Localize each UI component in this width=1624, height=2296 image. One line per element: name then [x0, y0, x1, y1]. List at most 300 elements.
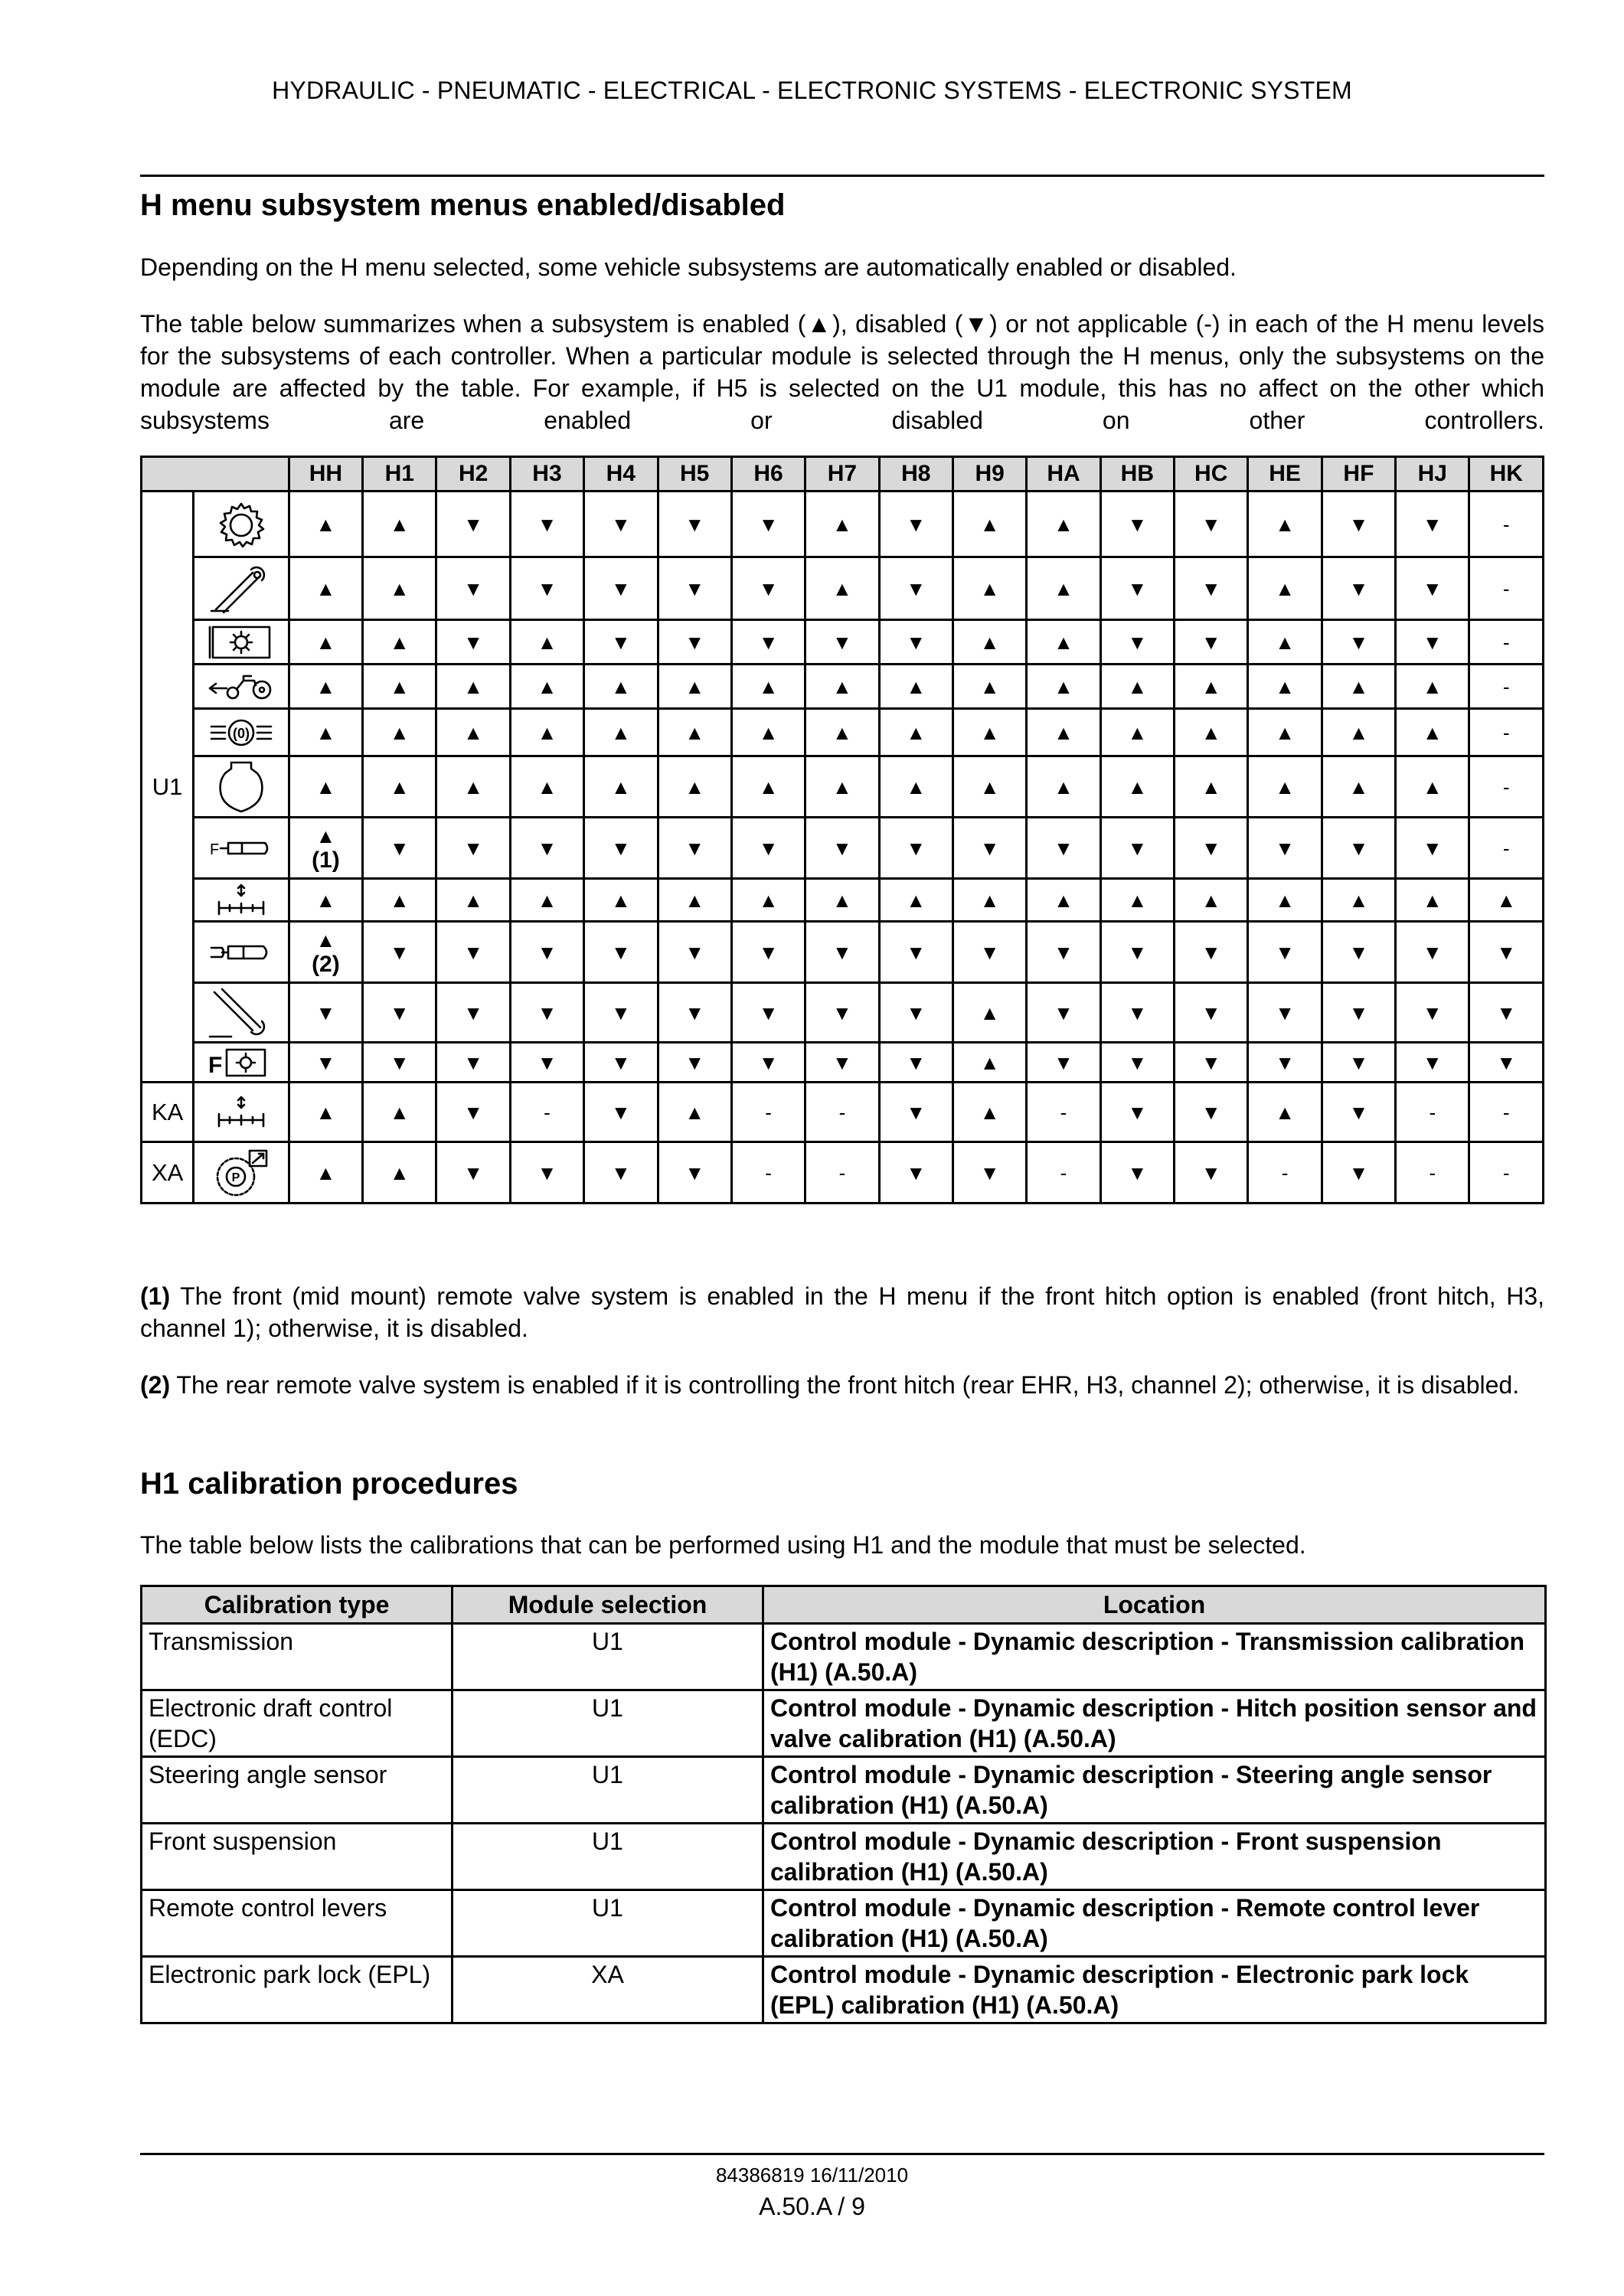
status-mark: ▲: [1054, 512, 1073, 536]
status-cell: [1248, 1043, 1322, 1083]
status-mark: ▲: [832, 775, 852, 799]
location-link[interactable]: Control module - Dynamic description - Hitch position sensor and valve calibration (H1) (A.50.A): [763, 1690, 1546, 1757]
table-row: [142, 1757, 1546, 1824]
status-mark: -: [1060, 1100, 1067, 1124]
status-mark: ▼: [906, 630, 926, 654]
status-cell: [1100, 1043, 1174, 1083]
location-link[interactable]: Control module - Dynamic description - Transmission calibration (H1) (A.50.A): [763, 1624, 1546, 1690]
status-cell: [731, 922, 805, 983]
module-selection: U1: [453, 1824, 763, 1890]
status-cell: [1248, 983, 1322, 1043]
status-cell: [1175, 665, 1248, 709]
status-mark: ▼: [685, 836, 705, 860]
status-mark: ▼: [610, 1161, 631, 1184]
table-row: [142, 620, 1544, 665]
status-mark: ▼: [537, 576, 557, 600]
status-mark: ▲: [1127, 775, 1148, 799]
status-mark: ▲: [463, 720, 483, 744]
status-cell: [805, 922, 879, 983]
status-cell: [584, 665, 658, 709]
status-cell: [1396, 492, 1469, 557]
column-header: H4: [584, 457, 658, 492]
status-mark: ▲: [1275, 1100, 1295, 1124]
front-transmission-icon: [194, 1043, 289, 1083]
status-cell: [1100, 756, 1174, 818]
h-menu-header-row: [142, 457, 1544, 492]
column-header: H6: [731, 457, 805, 492]
status-mark: ▼: [832, 1050, 852, 1074]
status-mark: ▲: [1054, 888, 1073, 912]
footnote-ref: (2): [312, 951, 340, 977]
status-mark: ▲: [1201, 674, 1221, 698]
status-mark: ▲: [463, 775, 483, 799]
status-cell: [1100, 1083, 1174, 1142]
calibration-type: Front suspension: [142, 1824, 453, 1890]
status-mark: ▼: [1422, 1001, 1443, 1024]
status-mark: -: [1502, 512, 1510, 536]
status-cell: [658, 665, 731, 709]
calibration-header-row: [142, 1586, 1546, 1624]
status-mark: ▼: [758, 630, 779, 654]
status-cell: [363, 492, 436, 557]
status-mark: ▼: [906, 1100, 926, 1124]
status-cell: [879, 1142, 953, 1204]
status-cell: [1248, 620, 1322, 665]
footnote-1-text: The front (mid mount) remote valve system is enabled in the H menu if the front hitch option is enabled (front hitch, H3, channel 1); otherwise, it is disabled.: [140, 1282, 1544, 1342]
status-mark: ▼: [832, 1001, 852, 1024]
status-mark: ▼: [906, 1050, 926, 1074]
column-header: HA: [1027, 457, 1100, 492]
location-link[interactable]: Control module - Dynamic description - Electronic park lock (EPL) calibration (H1) (A.50.A): [763, 1957, 1546, 2023]
status-cell: [1469, 557, 1544, 620]
status-mark: ▼: [610, 836, 631, 860]
status-cell: [1100, 665, 1174, 709]
status-mark: ▲: [315, 824, 336, 848]
status-mark: ▼: [685, 576, 705, 600]
status-cell: [1322, 665, 1395, 709]
status-mark: ▼: [1054, 940, 1073, 964]
table-row: [142, 665, 1544, 709]
status-mark: ▲: [906, 720, 926, 744]
status-mark: ▼: [315, 1001, 336, 1024]
hitch-icon: [194, 1083, 289, 1142]
calibration-type: Remote control levers: [142, 1890, 453, 1957]
status-mark: ▼: [758, 836, 779, 860]
status-cell: [1027, 557, 1100, 620]
status-mark: ▲: [315, 576, 336, 600]
status-cell: [658, 620, 731, 665]
status-cell: [510, 1083, 583, 1142]
status-cell: [1027, 492, 1100, 557]
column-header: HE: [1248, 457, 1322, 492]
status-cell: [658, 983, 731, 1043]
status-cell: [658, 492, 731, 557]
status-cell: [953, 1043, 1026, 1083]
status-mark: ▼: [610, 576, 631, 600]
status-cell: [1322, 492, 1395, 557]
status-cell: [1100, 818, 1174, 879]
status-cell: [510, 492, 583, 557]
status-mark: ▲: [1275, 720, 1295, 744]
status-cell: [953, 709, 1026, 756]
status-cell: [1469, 492, 1544, 557]
status-cell: [1175, 879, 1248, 922]
status-mark: ▲: [537, 720, 557, 744]
status-mark: ▲: [758, 720, 779, 744]
status-mark: ▼: [1201, 1050, 1221, 1074]
status-cell: [289, 1142, 362, 1204]
status-cell: [731, 756, 805, 818]
status-cell: [805, 492, 879, 557]
status-mark: ▲: [979, 1100, 1000, 1124]
svg-text:P: P: [231, 1171, 240, 1184]
status-mark: ▲: [315, 720, 336, 744]
status-cell: [731, 709, 805, 756]
module-selection: U1: [453, 1890, 763, 1957]
status-cell: [1100, 492, 1174, 557]
status-cell: [584, 1043, 658, 1083]
status-cell: [436, 709, 510, 756]
status-mark: ▲: [315, 630, 336, 654]
status-mark: ▲: [389, 720, 410, 744]
status-cell: [953, 818, 1026, 879]
status-cell: [510, 756, 583, 818]
status-mark: ▼: [1201, 1161, 1221, 1184]
table-row: [142, 557, 1544, 620]
status-cell: [436, 1142, 510, 1204]
status-mark: -: [1060, 1161, 1067, 1184]
status-mark: ▼: [537, 836, 557, 860]
status-cell: [1248, 922, 1322, 983]
header-location: Location: [763, 1586, 1546, 1624]
status-mark: ▲: [1054, 674, 1073, 698]
status-cell: [436, 1043, 510, 1083]
status-cell: [584, 709, 658, 756]
table-row: [142, 709, 1544, 756]
location-link[interactable]: Control module - Dynamic description - Steering angle sensor calibration (H1) (A.50.A): [763, 1757, 1546, 1824]
status-mark: -: [765, 1100, 772, 1124]
status-mark: ▲: [832, 512, 852, 536]
status-mark: ▲: [315, 1100, 336, 1124]
status-cell: [731, 1142, 805, 1204]
status-cell: [510, 557, 583, 620]
status-cell: [1469, 1083, 1544, 1142]
status-mark: -: [838, 1100, 846, 1124]
status-cell: [805, 983, 879, 1043]
status-mark: ▲: [315, 512, 336, 536]
header-rule: [140, 175, 1544, 177]
status-cell: [510, 879, 583, 922]
status-mark: ▲: [389, 888, 410, 912]
status-cell: [953, 665, 1026, 709]
module-selection: U1: [453, 1690, 763, 1757]
status-cell: [879, 983, 953, 1043]
status-cell: [1175, 1043, 1248, 1083]
status-cell: [1322, 983, 1395, 1043]
column-header: H3: [510, 457, 583, 492]
table-row: [142, 1142, 1544, 1204]
status-mark: ▲: [979, 1001, 1000, 1024]
status-mark: ▼: [463, 1100, 483, 1124]
calibration-type: Transmission: [142, 1624, 453, 1690]
status-cell: [731, 492, 805, 557]
status-cell: [1396, 709, 1469, 756]
footnote-2-label: (2): [140, 1371, 171, 1399]
status-mark: ▲: [389, 674, 410, 698]
status-cell: [1469, 879, 1544, 922]
column-header: HK: [1469, 457, 1544, 492]
status-cell: [1100, 879, 1174, 922]
status-mark: ▼: [537, 1161, 557, 1184]
status-cell: [363, 1043, 436, 1083]
status-mark: ▼: [1348, 1001, 1369, 1024]
column-header: HH: [289, 457, 362, 492]
status-mark: ▲: [1054, 576, 1073, 600]
footnote-1: [140, 1280, 1544, 1344]
status-cell: [1175, 818, 1248, 879]
status-cell: [1027, 983, 1100, 1043]
rear-pto-icon: [194, 983, 289, 1043]
status-mark: ▼: [1201, 512, 1221, 536]
status-mark: ▼: [463, 1050, 483, 1074]
status-cell: [363, 1083, 436, 1142]
status-mark: ▼: [979, 940, 1000, 964]
status-cell: [289, 818, 362, 879]
status-mark: ▼: [1127, 1001, 1148, 1024]
status-cell: [510, 1043, 583, 1083]
status-mark: ▼: [758, 1050, 779, 1074]
status-mark: ▲: [537, 888, 557, 912]
status-mark: ▲: [315, 674, 336, 698]
h-menu-table: [140, 456, 1544, 1204]
status-cell: [805, 620, 879, 665]
status-cell: [363, 818, 436, 879]
status-mark: ▲: [315, 888, 336, 912]
status-mark: -: [765, 1161, 772, 1184]
section-title-h1-calibration: H1 calibration procedures: [140, 1467, 518, 1501]
status-cell: [953, 879, 1026, 922]
header-module-selection: Module selection: [453, 1586, 763, 1624]
status-cell: [658, 557, 731, 620]
location-link[interactable]: Control module - Dynamic description - Front suspension calibration (H1) (A.50.A): [763, 1824, 1546, 1890]
status-cell: [289, 620, 362, 665]
status-mark: -: [1502, 630, 1510, 654]
table-row: [142, 1957, 1546, 2023]
status-mark: -: [1429, 1161, 1436, 1184]
status-mark: ▲: [979, 630, 1000, 654]
status-cell: [1100, 922, 1174, 983]
status-mark: ▼: [537, 1001, 557, 1024]
status-mark: ▲: [1054, 775, 1073, 799]
status-cell: [1396, 879, 1469, 922]
status-mark: ▼: [1422, 940, 1443, 964]
status-mark: ▼: [758, 940, 779, 964]
status-cell: [879, 557, 953, 620]
status-cell: [584, 818, 658, 879]
status-mark: ▼: [463, 576, 483, 600]
transmission-box-icon: [194, 620, 289, 665]
status-mark: ▼: [906, 836, 926, 860]
module-selection: XA: [453, 1957, 763, 2023]
status-cell: [805, 1083, 879, 1142]
status-cell: [1322, 1083, 1395, 1142]
status-mark: ▼: [1422, 1050, 1443, 1074]
status-cell: [584, 756, 658, 818]
status-cell: [879, 879, 953, 922]
status-mark: ▲: [685, 720, 705, 744]
status-cell: [436, 818, 510, 879]
status-mark: -: [1502, 720, 1510, 744]
status-mark: ▼: [1348, 940, 1369, 964]
status-mark: ▲: [1201, 888, 1221, 912]
status-mark: ▼: [610, 1100, 631, 1124]
status-mark: ▼: [1496, 1050, 1517, 1074]
status-mark: ▼: [979, 1161, 1000, 1184]
status-cell: [1175, 492, 1248, 557]
status-cell: [1248, 557, 1322, 620]
status-cell: [436, 557, 510, 620]
status-mark: ▼: [758, 576, 779, 600]
status-mark: ▲: [1496, 888, 1517, 912]
status-cell: [1322, 557, 1395, 620]
status-cell: [1175, 756, 1248, 818]
status-cell: [879, 620, 953, 665]
footer-rule: [140, 2153, 1544, 2155]
status-mark: ▲: [1348, 888, 1369, 912]
table-row: [142, 922, 1544, 983]
status-mark: -: [1502, 836, 1510, 860]
status-mark: ▼: [1201, 1100, 1221, 1124]
status-mark: ▲: [1127, 720, 1148, 744]
status-cell: [1175, 620, 1248, 665]
status-mark: ▼: [1348, 630, 1369, 654]
status-mark: -: [1429, 1100, 1436, 1124]
footnote-ref: (1): [312, 847, 340, 873]
status-mark: ▼: [1201, 940, 1221, 964]
status-cell: [879, 492, 953, 557]
footnote-1-label: (1): [140, 1282, 171, 1310]
status-mark: ▲: [1348, 775, 1369, 799]
status-mark: ▲: [389, 1100, 410, 1124]
status-cell: [1396, 1142, 1469, 1204]
status-mark: ▲: [463, 888, 483, 912]
calibration-table: [140, 1585, 1547, 2024]
status-cell: [1469, 818, 1544, 879]
status-mark: ▼: [463, 630, 483, 654]
status-cell: [1469, 922, 1544, 983]
status-cell: [1175, 922, 1248, 983]
status-mark: ▼: [979, 836, 1000, 860]
status-cell: [584, 492, 658, 557]
status-mark: ▼: [1348, 1050, 1369, 1074]
status-cell: [731, 983, 805, 1043]
status-mark: ▼: [610, 512, 631, 536]
section-title-h-menu: H menu subsystem menus enabled/disabled: [140, 188, 786, 222]
status-cell: [584, 1083, 658, 1142]
status-cell: [363, 879, 436, 922]
status-mark: ▲: [1127, 888, 1148, 912]
status-mark: ▲: [1275, 775, 1295, 799]
status-mark: ▼: [537, 512, 557, 536]
status-mark: ▼: [906, 1161, 926, 1184]
status-mark: ▲: [1275, 576, 1295, 600]
status-mark: ▼: [1348, 836, 1369, 860]
status-cell: [953, 1083, 1026, 1142]
status-mark: ▼: [758, 1001, 779, 1024]
status-mark: -: [1502, 576, 1510, 600]
status-cell: [1100, 1142, 1174, 1204]
page-number: A.50.A / 9: [759, 2193, 865, 2220]
column-header: H5: [658, 457, 731, 492]
status-cell: [731, 665, 805, 709]
status-cell: [289, 709, 362, 756]
status-mark: ▲: [463, 674, 483, 698]
status-mark: ▼: [1348, 512, 1369, 536]
status-mark: ▼: [610, 630, 631, 654]
status-mark: ▲: [979, 720, 1000, 744]
location-link[interactable]: Control module - Dynamic description - Remote control lever calibration (H1) (A.50.A): [763, 1890, 1546, 1957]
status-mark: -: [1502, 775, 1510, 799]
status-mark: ▼: [1422, 576, 1443, 600]
front-valve-icon: [194, 818, 289, 879]
status-mark: ▲: [610, 674, 631, 698]
status-mark: ▲: [906, 888, 926, 912]
status-mark: ▲: [1348, 720, 1369, 744]
status-mark: ▼: [685, 940, 705, 964]
status-mark: ▲: [758, 775, 779, 799]
status-mark: ▲: [389, 576, 410, 600]
status-cell: [1322, 1043, 1395, 1083]
status-cell: [1469, 709, 1544, 756]
status-mark: ▲: [1201, 775, 1221, 799]
status-cell: [953, 557, 1026, 620]
status-cell: [1027, 1083, 1100, 1142]
status-mark: ▼: [1422, 836, 1443, 860]
status-mark: ▼: [1127, 940, 1148, 964]
status-mark: ▼: [1127, 1161, 1148, 1184]
column-header: HJ: [1396, 457, 1469, 492]
table-row: [142, 1083, 1544, 1142]
status-mark: ▲: [315, 1161, 336, 1184]
status-cell: [1100, 620, 1174, 665]
status-cell: [1396, 557, 1469, 620]
status-cell: [1175, 1083, 1248, 1142]
status-cell: [436, 492, 510, 557]
status-cell: [1322, 756, 1395, 818]
status-mark: -: [1502, 1161, 1510, 1184]
status-cell: [1322, 1142, 1395, 1204]
status-cell: [1027, 756, 1100, 818]
status-cell: [1469, 1043, 1544, 1083]
table-row: [142, 983, 1544, 1043]
status-cell: [1027, 879, 1100, 922]
status-cell: [805, 1142, 879, 1204]
module-label: XA: [142, 1142, 194, 1204]
status-mark: ▲: [685, 1100, 705, 1124]
status-cell: [289, 756, 362, 818]
status-mark: ▼: [685, 512, 705, 536]
status-mark: ▼: [1201, 1001, 1221, 1024]
status-cell: [731, 879, 805, 922]
column-header: HF: [1322, 457, 1395, 492]
column-header: HB: [1100, 457, 1174, 492]
status-mark: ▲: [389, 775, 410, 799]
status-cell: [805, 557, 879, 620]
status-cell: [1396, 665, 1469, 709]
status-mark: ▼: [832, 630, 852, 654]
column-header: HC: [1175, 457, 1248, 492]
status-cell: [731, 818, 805, 879]
